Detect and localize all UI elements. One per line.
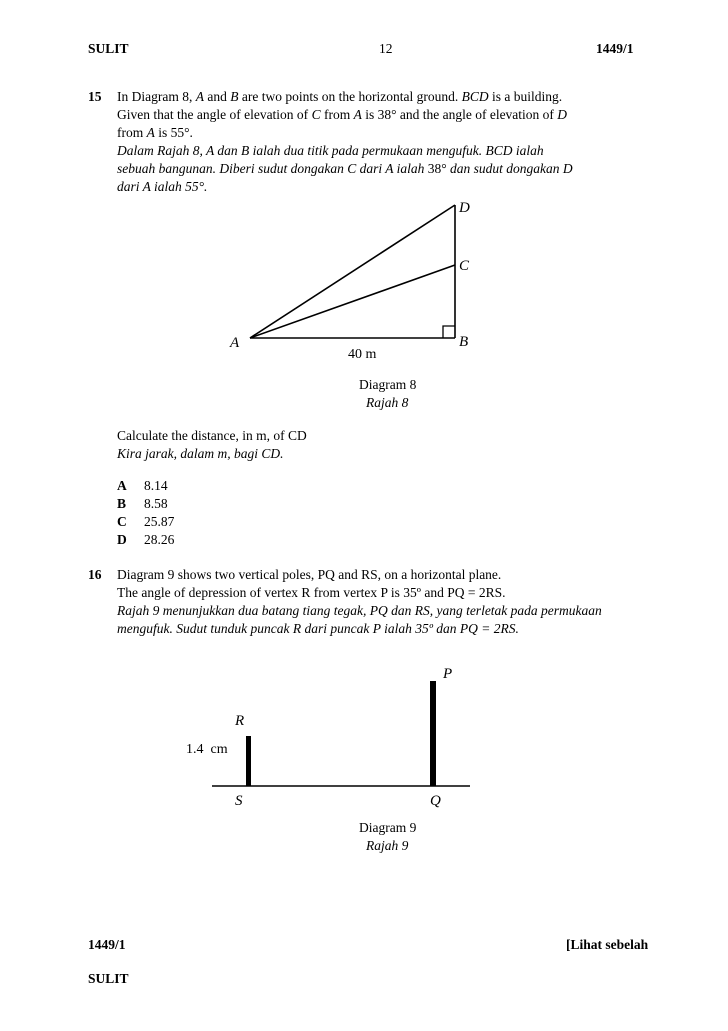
q15-en-line-1: In Diagram 8, A and B are two points on the horizontal ground. BCD is a building.	[117, 89, 563, 104]
page-number: 12	[379, 41, 393, 56]
diagram9-caption-en: Diagram 9	[359, 820, 417, 835]
label-p: P	[443, 666, 453, 682]
footer-code: 1449/1	[88, 937, 126, 952]
label-rs-length: 1.4 cm	[186, 742, 228, 757]
q16-ms-line-1: Rajah 9 menunjukkan dua batang tiang tegak, PQ dan RS, yang terletak pada permukaan	[117, 603, 602, 618]
option-c[interactable]: C 25.87	[117, 514, 175, 529]
label-a: A	[230, 335, 240, 351]
line-ad	[250, 205, 455, 338]
q15-prompt-ms: Kira jarak, dalam m, bagi CD.	[117, 446, 284, 461]
q15-number: 15	[88, 89, 102, 104]
q16-en-line-1: Diagram 9 shows two vertical poles, PQ and RS, on a horizontal plane.	[117, 567, 502, 582]
label-d: D	[459, 200, 470, 216]
q16-text-en	[117, 566, 505, 602]
diagram8-caption-en: Diagram 8	[359, 377, 417, 392]
header-sulit: SULIT	[88, 41, 129, 56]
line-ac	[250, 265, 455, 338]
q15-ms-line-2: sebuah bangunan. Diberi sudut dongakan C dari A ialah 38° dan sudut dongakan D	[117, 161, 573, 176]
q16-en-line-2: The angle of depression of vertex R from vertex P is 35º and PQ = 2RS.	[117, 585, 506, 600]
pole-pq	[430, 681, 436, 786]
q16-number: 16	[88, 567, 102, 582]
right-angle-mark	[443, 326, 455, 338]
q15-prompt-en: Calculate the distance, in m, of CD	[117, 428, 307, 443]
option-a[interactable]: A 8.14	[117, 478, 168, 493]
q15-ms-line-3: dari A ialah 55°.	[117, 179, 208, 194]
label-s: S	[235, 793, 243, 809]
label-r: R	[235, 713, 245, 729]
diagram8-caption-ms: Rajah 8	[366, 395, 409, 410]
q15-ms-line-1: Dalam Rajah 8, A dan B ialah dua titik pada permukaan mengufuk. BCD ialah	[117, 143, 544, 158]
q15-en-line-3: from A is 55°.	[117, 125, 193, 140]
label-b: B	[459, 334, 469, 350]
option-d[interactable]: D 28.26	[117, 532, 175, 547]
diagram9-caption-ms: Rajah 9	[366, 838, 409, 853]
option-b[interactable]: B 8.58	[117, 496, 168, 511]
q15-en-line-2: Given that the angle of elevation of C from A is 38° and the angle of elevation of D	[117, 107, 568, 122]
q15-options	[117, 477, 174, 549]
header-code: 1449/1	[596, 41, 634, 56]
label-c: C	[459, 258, 470, 274]
label-q: Q	[430, 793, 441, 809]
q16-ms-line-2: mengufuk. Sudut tunduk puncak R dari puncak P ialah 35º dan PQ = 2RS.	[117, 621, 519, 636]
pole-rs	[246, 736, 251, 786]
label-40m: 40 m	[348, 347, 377, 362]
footer-next: [Lihat sebelah	[566, 937, 649, 952]
footer-sulit: SULIT	[88, 971, 129, 986]
q16-text-ms	[117, 602, 602, 638]
